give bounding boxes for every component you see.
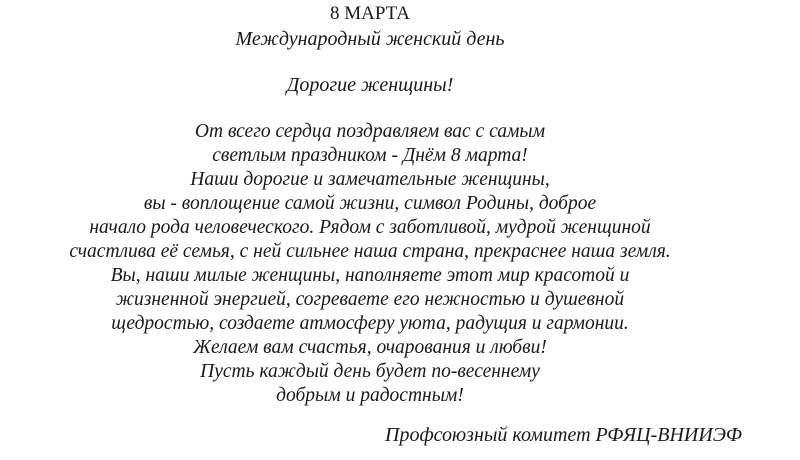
body-line: Наши дорогие и замечательные женщины, [190, 169, 550, 190]
signature: Профсоюзный комитет РФЯЦ-ВНИИЭФ [385, 424, 742, 446]
body-line: жизненной энергией, согреваете его нежностью и душевной [115, 289, 625, 310]
body-line: Пусть каждый день будет по-весеннему [200, 361, 540, 382]
body-line: Желаем вам счастья, очарования и любви! [193, 337, 547, 358]
body-line: счастлива её семья, с ней сильнее наша страна, прекраснее наша земля. [69, 241, 671, 262]
salutation: Дорогие женщины! [286, 74, 454, 96]
body-line: вы - воплощение самой жизни, символ Родины, доброе [143, 193, 597, 214]
body-line: светлым праздником - Днём 8 марта! [212, 145, 528, 166]
holiday-title: Международный женский день [235, 28, 505, 50]
date-heading: 8 МАРТА [329, 3, 411, 24]
body-line: Вы, наши милые женщины, наполняете этот мир красотой и [110, 265, 630, 286]
body-line: добрым и радостным! [276, 385, 464, 406]
body-line: От всего сердца поздравляем вас с самым [194, 121, 546, 142]
body-line: начало рода человеческого. Рядом с заботливой, мудрой женщиной [89, 217, 651, 238]
body-line: щедростью, создаете атмосферу уюта, радущия и гармонии. [111, 313, 629, 334]
